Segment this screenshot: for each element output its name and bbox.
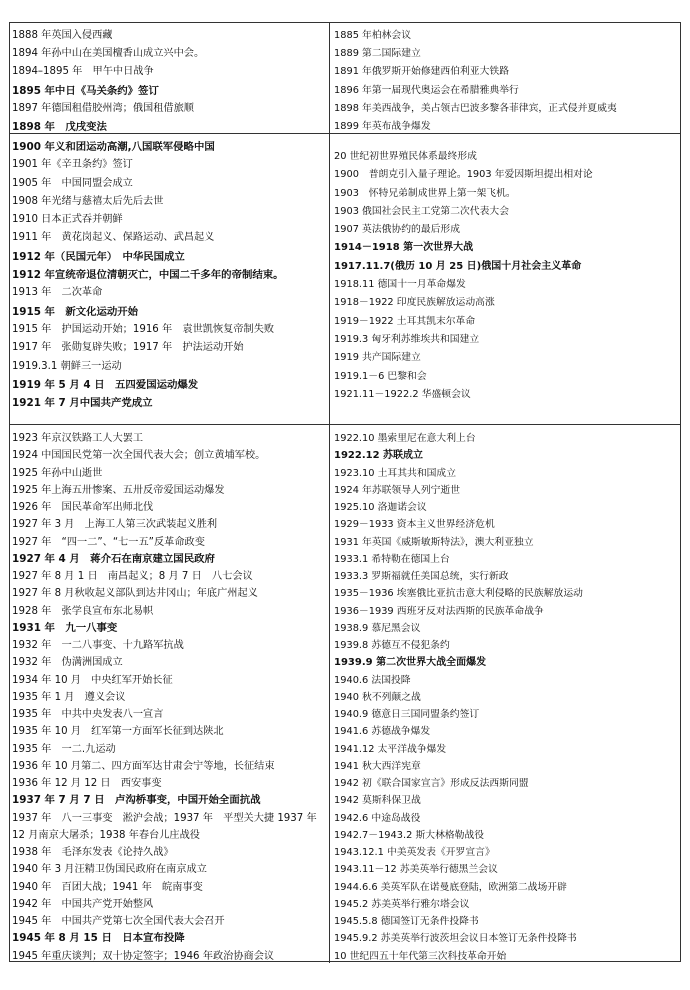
china-event-row: 1927 年 8 月 1 日 南昌起义；8 月 7 日 八七会议 [12, 571, 253, 582]
china-event-row: 1921 年 7 月中国共产党成立 [12, 397, 153, 410]
china-event-row: 1932 年 一二八事变、十九路军抗战 [12, 640, 184, 651]
china-event-row: 1928 年 张学良宣布东北易帜 [12, 605, 154, 617]
china-event-row: 1924 中国国民党第一次全国代表大会；创立黄埔军校。 [12, 450, 266, 462]
china-event-row: 1937 年 7 月 7 日 卢沟桥事变，中国开始全面抗战 [12, 794, 261, 807]
timeline-block-1922-1946 [10, 424, 680, 963]
world-event-row: 1903 怀特兄弟制成世界上第一架飞机。 [334, 187, 516, 199]
world-event-row: 1936－1939 西班牙反对法西斯的民族革命战争 [334, 605, 544, 617]
world-event-row: 1917.11.7(俄历 10 月 25 日)俄国十月社会主义革命 [334, 260, 582, 272]
world-events-column [330, 134, 680, 424]
world-event-row: 1918－1922 印度民族解放运动高涨 [334, 297, 495, 309]
china-events-column [10, 425, 330, 963]
world-event-row: 1896 年第一届现代奥运会在希腊雅典举行 [334, 84, 519, 96]
china-event-row: 1915 年 护国运动开始；1916 年 袁世凯恢复帝制失败 [12, 323, 275, 335]
china-events-column [10, 23, 330, 133]
world-event-row: 1919.1－6 巴黎和会 [334, 370, 427, 382]
world-event-row: 1935－1936 埃塞俄比亚抗击意大利侵略的民族解放运动 [334, 588, 583, 600]
world-event-row: 1924 年苏联领导人列宁逝世 [334, 484, 461, 496]
world-event-row: 1938.9 慕尼黑会议 [334, 622, 421, 634]
china-event-row: 1923 年京汉铁路工人大罢工 [12, 433, 144, 444]
world-event-row: 1943.12.1 中美英发表《开罗宣言》 [334, 847, 495, 858]
china-event-row: 1936 年 10 月第二、四方面军达甘肃会宁等地，长征结束 [12, 760, 275, 772]
china-event-row: 1901 年《辛丑条约》签订 [12, 159, 133, 171]
china-event-row: 1935 年 中共中央发表八一宣言 [12, 709, 164, 720]
china-event-row: 1927 年 3 月 上海工人第三次武装起义胜利 [12, 519, 218, 531]
china-event-row: 1919.3.1 朝鲜三一运动 [12, 360, 122, 372]
world-event-row: 1885 年柏林会议 [334, 30, 412, 41]
china-event-row: 1926 年 国民革命军出师北伐 [12, 502, 154, 513]
world-event-row: 1898 年美西战争，美占领古巴波多黎各菲律宾，正式侵并夏威夷 [334, 102, 617, 114]
world-event-row: 1921.11－1922.2 华盛顿会议 [334, 388, 471, 400]
world-event-row: 1940.9 德意日三国同盟条约签订 [334, 709, 480, 720]
china-event-row: 1927 年 4 月 蒋介石在南京建立国民政府 [12, 552, 215, 565]
china-event-row: 1894 年孙中山在美国檀香山成立兴中会。 [12, 48, 205, 60]
world-event-row: 1907 英法俄协约的最后形成 [334, 224, 461, 236]
world-event-row: 20 世纪初世界殖民体系最终形成 [334, 151, 477, 162]
china-event-row: 1935 年 10 月 红军第一方面军长征到达陕北 [12, 726, 224, 738]
world-event-row: 1933.1 希特勒在德国上台 [334, 553, 450, 565]
world-event-row: 1945.9.2 苏美英举行波茨坦会议日本签订无条件投降书 [334, 933, 577, 945]
world-event-row: 1939.9 第二次世界大战全面爆发 [334, 657, 487, 669]
world-event-row: 1945.5.8 德国签订无条件投降书 [334, 916, 479, 927]
china-event-row: 1910 日本正式吞并朝鲜 [12, 214, 123, 226]
world-event-row: 1900 普朗克引入量子理论。1903 年爱因斯坦提出相对论 [334, 169, 593, 181]
world-event-row: 1899 年英布战争爆发 [334, 120, 431, 132]
world-event-row: 1944.6.6 美英军队在诺曼底登陆，欧洲第二战场开辟 [334, 881, 567, 893]
world-event-row: 1922.10 墨索里尼在意大利上台 [334, 433, 476, 444]
world-event-row: 1931 年英国《威斯敏斯特法》，澳大利亚独立 [334, 536, 534, 548]
china-event-row: 1912 年宣统帝退位清朝灭亡，中国二千多年的帝制结束。 [12, 269, 284, 282]
china-event-row: 1915 年 新文化运动开始 [12, 305, 139, 318]
world-event-row: 1941 秋大西洋宪章 [334, 760, 421, 772]
world-event-row: 1942.7－1943.2 斯大林格勒战役 [334, 829, 485, 841]
china-event-row: 1935 年 1 月 遵义会议 [12, 691, 126, 703]
timeline-block-1900-1921 [10, 133, 680, 424]
china-event-row: 1895 年中日《马关条约》签订 [12, 84, 159, 97]
china-event-row: 1913 年 二次革命 [12, 287, 103, 299]
world-events-column [330, 425, 680, 963]
world-event-row: 1945.2 苏美英举行雅尔塔会议 [334, 898, 470, 910]
world-event-row: 1925.10 洛迦诺会议 [334, 502, 427, 513]
world-event-row: 1891 年俄罗斯开始修建西伯利亚大铁路 [334, 66, 509, 78]
world-event-row: 1929－1933 资本主义世界经济危机 [334, 519, 495, 531]
china-event-row: 1917 年 张勋复辟失败；1917 年 护法运动开始 [12, 342, 244, 354]
china-event-row: 1894–1895 年 甲午中日战争 [12, 66, 154, 78]
china-event-row: 1945 年重庆谈判；双十协定签字；1946 年政治协商会议 [12, 950, 275, 962]
china-event-row: 1900 年义和团运动高潮,八国联军侵略中国 [12, 141, 215, 153]
world-event-row: 1940 秋不列颠之战 [334, 691, 421, 703]
world-event-row: 1942.6 中途岛战役 [334, 812, 421, 824]
china-event-row: 1911 年 黄花岗起义、保路运动、武昌起义 [12, 232, 215, 244]
china-event-row: 1925 年上海五卅惨案、五卅反帝爱国运动爆发 [12, 484, 225, 496]
world-event-row: 10 世纪四五十年代第三次科技革命开始 [334, 950, 507, 962]
world-event-row: 1940.6 法国投降 [334, 674, 411, 686]
timeline-block-1888-1899 [10, 23, 680, 133]
world-event-row: 1903 俄国社会民主工党第二次代表大会 [334, 205, 509, 217]
china-event-row: 1912 年（民国元年） 中华民国成立 [12, 250, 185, 263]
china-event-row: 1938 年 毛泽东发表《论持久战》 [12, 847, 174, 858]
china-event-row: 1925 年孙中山逝世 [12, 467, 103, 479]
world-event-row: 1941.12 太平洋战争爆发 [334, 743, 447, 755]
world-event-row: 1919.3 匈牙利苏维埃共和国建立 [334, 333, 480, 345]
china-event-row: 1940 年 3 月汪精卫伪国民政府在南京成立 [12, 864, 207, 876]
china-event-row: 1888 年英国入侵西藏 [12, 30, 113, 41]
china-event-row: 1935 年 一二.九运动 [12, 743, 116, 755]
world-event-row: 1942 莫斯科保卫战 [334, 795, 421, 807]
china-event-row: 1905 年 中国同盟会成立 [12, 177, 133, 189]
china-event-row: 1937 年 八一三事变 淞沪会战；1937 年 平型关大捷 1937 年 [12, 812, 317, 824]
china-event-row: 1898 年 戊戌变法 [12, 120, 107, 133]
china-event-row: 1919 年 5 月 4 日 五四爱国运动爆发 [12, 378, 199, 391]
world-event-row: 1943.11－12 苏美英举行德黑兰会议 [334, 864, 498, 876]
china-event-row: 1945 年 中国共产党第七次全国代表大会召开 [12, 916, 225, 927]
world-event-row: 1914－1918 第一次世界大战 [334, 242, 474, 254]
world-event-row: 1941.6 苏德战争爆发 [334, 726, 431, 738]
china-event-row: 1934 年 10 月 中央红军开始长征 [12, 674, 173, 686]
china-event-row: 1897 年德国租借胶州湾；俄国租借旅顺 [12, 102, 194, 114]
china-event-row: 1927 年 “四一二”、“七一五”反革命政变 [12, 536, 205, 548]
china-event-row: 1931 年 九一八事变 [12, 621, 118, 634]
world-event-row: 1933.3 罗斯福就任美国总统，实行新政 [334, 571, 509, 582]
china-events-column [10, 134, 330, 424]
world-event-row: 1923.10 土耳其共和国成立 [334, 467, 457, 479]
china-event-row: 1942 年 中国共产党开始整风 [12, 898, 154, 910]
china-event-row: 1927 年 8 月秋收起义部队到达井冈山；年底广州起义 [12, 588, 258, 600]
timeline-table [9, 22, 681, 962]
world-event-row: 1939.8 苏德互不侵犯条约 [334, 640, 450, 651]
world-event-row: 1942 初《联合国家宣言》形成反法西斯同盟 [334, 778, 529, 789]
china-event-row: 1945 年 8 月 15 日 日本宣布投降 [12, 932, 185, 945]
world-event-row: 1919－1922 土耳其凯末尔革命 [334, 315, 476, 327]
world-events-column [330, 23, 680, 133]
world-event-row: 1919 共产国际建立 [334, 352, 421, 364]
china-event-row: 1908 年光绪与慈禧太后先后去世 [12, 195, 164, 207]
world-event-row: 1918.11 德国十一月革命爆发 [334, 279, 466, 291]
world-event-row: 1922.12 苏联成立 [334, 450, 424, 462]
china-event-row: 1936 年 12 月 12 日 西安事变 [12, 778, 162, 789]
china-event-row: 12 月南京大屠杀；1938 年春台儿庄战役 [12, 829, 200, 841]
china-event-row: 1940 年 百团大战；1941 年 皖南事变 [12, 881, 203, 893]
world-event-row: 1889 第二国际建立 [334, 48, 421, 60]
china-event-row: 1932 年 伪满洲国成立 [12, 657, 123, 669]
